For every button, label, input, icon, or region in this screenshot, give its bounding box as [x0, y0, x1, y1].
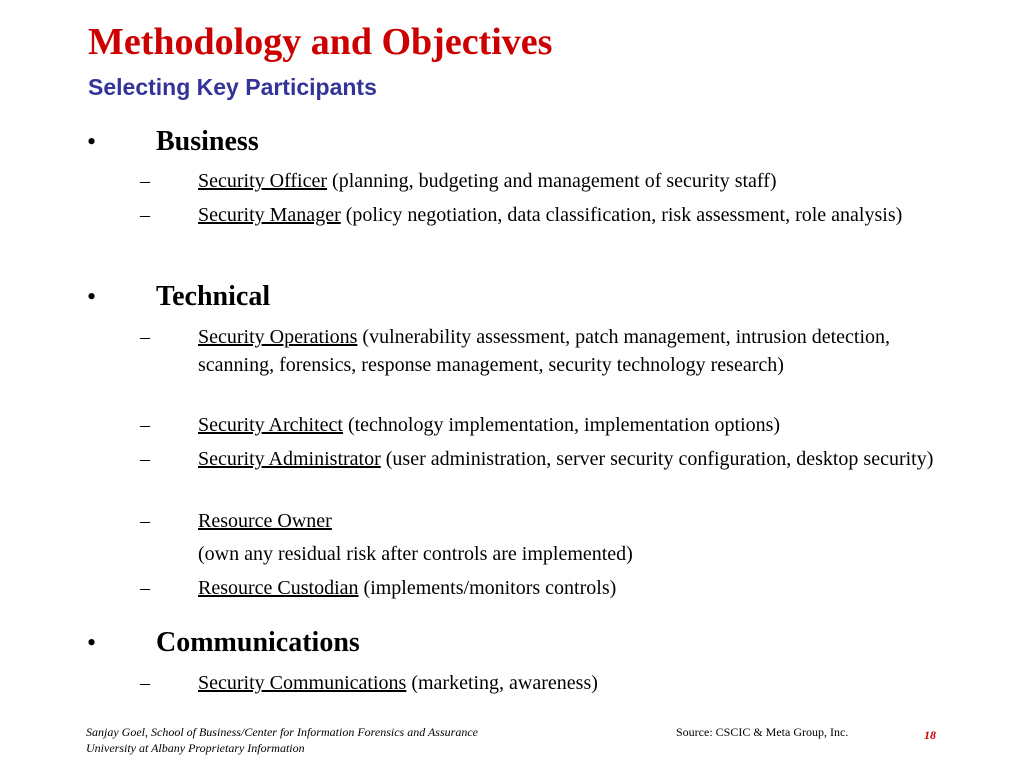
desc-security-manager: (policy negotiation, data classification, risk assessment, role analysis): [340, 204, 903, 226]
item-security-operations: [198, 323, 968, 379]
role-security-officer: Security Officer: [198, 170, 328, 192]
footer-line-2: University at Albany Proprietary Information: [86, 741, 305, 755]
role-resource-custodian: Resource Custodian: [198, 577, 359, 599]
role-security-administrator: Security Administrator: [198, 448, 381, 470]
desc-security-administrator: (user administration, server security configuration, desktop security): [380, 448, 934, 470]
dash-security-operations: –: [140, 326, 150, 348]
desc-security-architect: (technology implementation, implementation options): [342, 414, 781, 436]
heading-business: Business: [156, 126, 259, 157]
desc-resource-custodian: (implements/monitors controls): [358, 577, 617, 599]
footer-source: Source: CSCIC & Meta Group, Inc.: [676, 725, 849, 739]
desc-resource-owner-note: (own any residual risk after controls are implemented): [198, 543, 633, 565]
footer-line-1: Sanjay Goel, School of Business/Center for Information Forensics and Assurance: [86, 725, 478, 739]
dash-security-administrator: –: [140, 448, 150, 470]
bullet-communications: •: [87, 628, 97, 657]
item-security-manager: [198, 201, 968, 229]
slide-title: Methodology and Objectives: [88, 21, 553, 63]
item-security-administrator: [198, 445, 968, 473]
item-resource-owner: [198, 507, 968, 535]
dash-security-communications: –: [140, 672, 150, 694]
dash-resource-owner: –: [140, 510, 150, 532]
bullet-business: •: [87, 127, 97, 156]
role-security-operations: Security Operations: [198, 326, 358, 348]
footer-attribution: [86, 724, 478, 756]
dash-security-architect: –: [140, 414, 150, 436]
dash-security-officer: –: [140, 170, 150, 192]
item-security-communications: [198, 669, 968, 697]
role-security-manager: Security Manager: [198, 204, 341, 226]
role-resource-owner: Resource Owner: [198, 510, 332, 532]
item-security-officer: [198, 167, 968, 195]
desc-security-officer: (planning, budgeting and management of security staff): [327, 170, 777, 192]
item-resource-owner-note: [198, 540, 968, 568]
dash-security-manager: –: [140, 204, 150, 226]
bullet-technical: •: [87, 282, 97, 311]
dash-resource-custodian: –: [140, 577, 150, 599]
role-security-architect: Security Architect: [198, 414, 343, 436]
role-security-communications: Security Communications: [198, 672, 407, 694]
heading-communications: Communications: [156, 627, 360, 658]
item-security-architect: [198, 411, 968, 439]
desc-security-communications: (marketing, awareness): [406, 672, 598, 694]
desc-security-operations: (vulnerability assessment, patch management, intrusion detection, scanning, forensics, response management, security technology research): [198, 326, 891, 376]
heading-technical: Technical: [156, 281, 271, 312]
page-number: 18: [924, 728, 936, 742]
item-resource-custodian: [198, 574, 968, 602]
slide-subtitle: Selecting Key Participants: [88, 74, 377, 100]
